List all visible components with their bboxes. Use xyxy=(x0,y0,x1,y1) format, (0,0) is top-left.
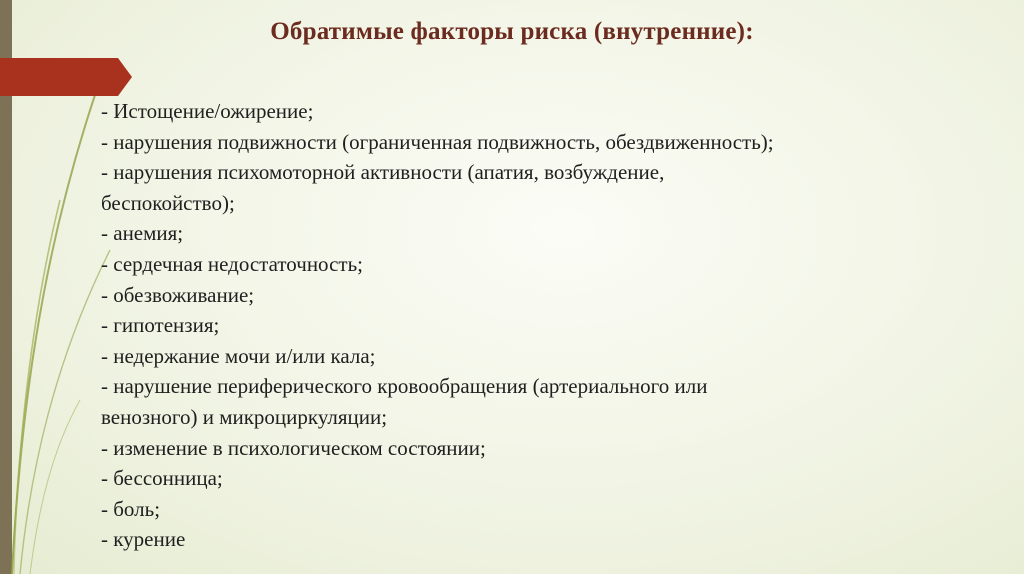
list-line: - бессонница; xyxy=(101,466,223,491)
list-line: - нарушение периферического кровообращения (артериального или xyxy=(101,374,708,399)
risk-factor-list xyxy=(101,96,961,555)
list-line: беспокойство); xyxy=(101,190,235,215)
list-line: - гипотензия; xyxy=(101,313,220,338)
list-line: - изменение в психологическом состоянии; xyxy=(101,435,486,460)
title-accent-arrow xyxy=(0,58,132,96)
list-line: - нарушения подвижности (ограниченная подвижность, обездвиженность); xyxy=(101,129,774,154)
list-line: - курение xyxy=(101,527,186,552)
list-line: - боль; xyxy=(101,496,161,521)
list-line: - анемия; xyxy=(101,221,184,246)
list-line: - нарушения психомоторной активности (апатия, возбуждение, xyxy=(101,160,665,185)
slide-title: Обратимые факторы риска (внутренние): xyxy=(270,18,754,45)
list-line: венозного) и микроциркуляции; xyxy=(101,404,388,429)
list-line: - обезвоживание; xyxy=(101,282,255,307)
list-line: - недержание мочи и/или кала; xyxy=(101,343,376,368)
list-line: - Истощение/ожирение; xyxy=(101,99,314,123)
list-line: - сердечная недостаточность; xyxy=(101,251,363,276)
